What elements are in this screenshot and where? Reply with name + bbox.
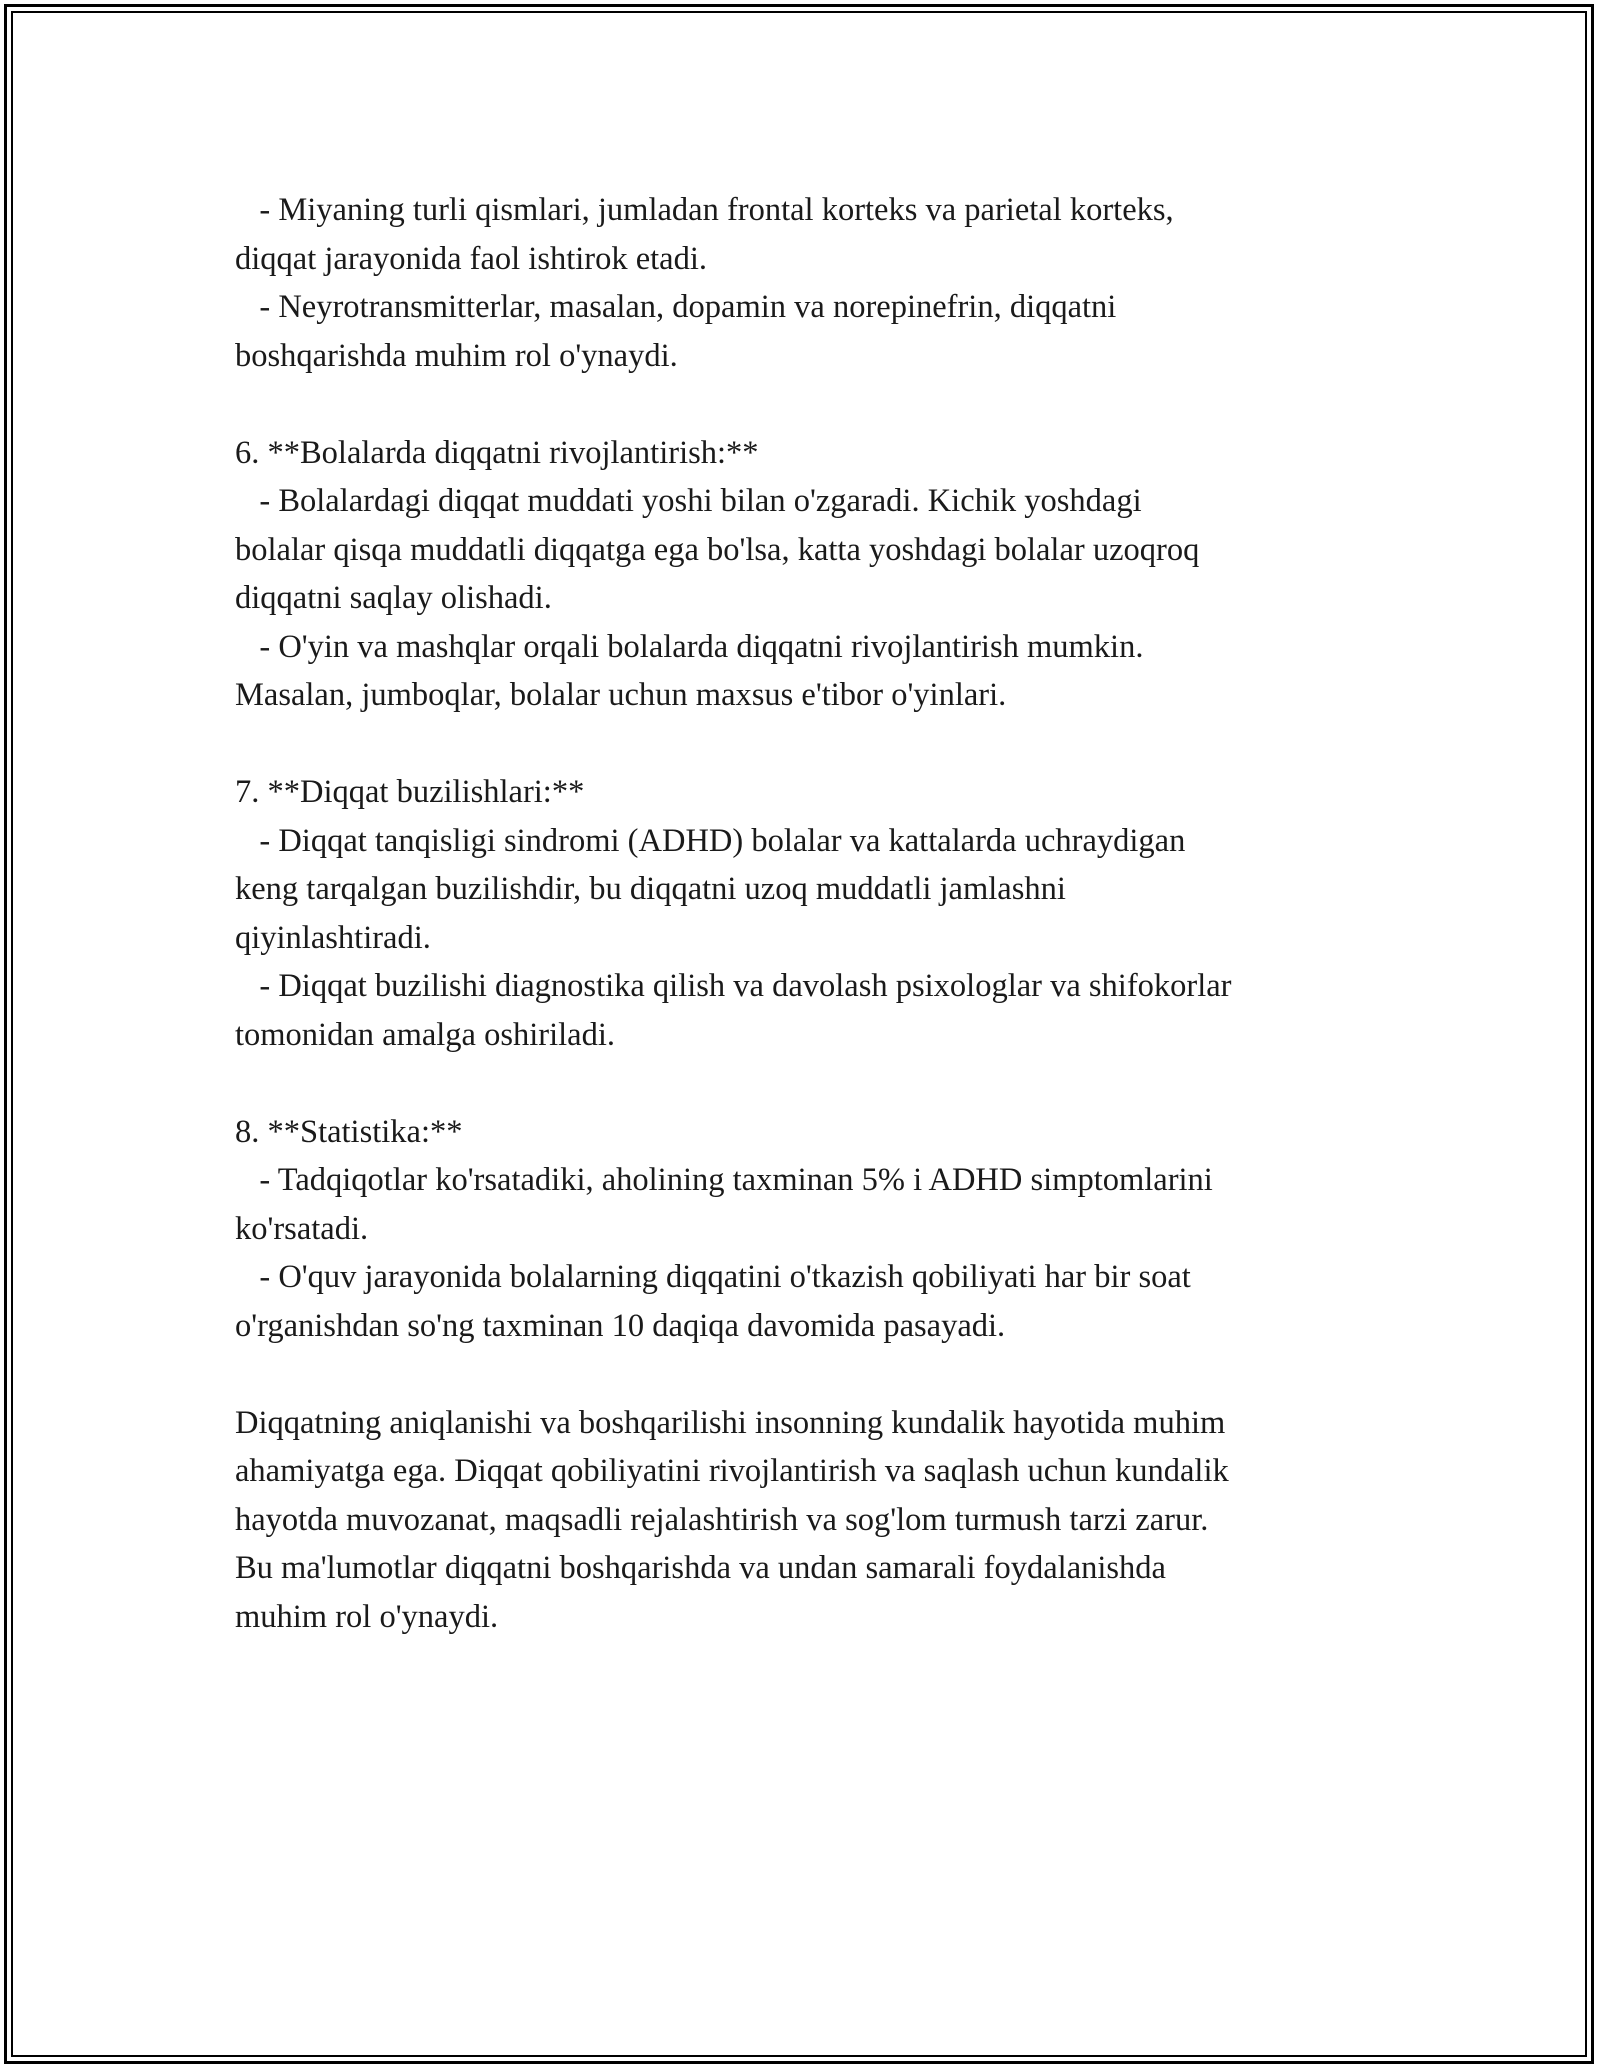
text-line: - O'yin va mashqlar orqali bolalarda diqqatni rivojlantirish mumkin. xyxy=(235,628,1144,665)
text-line: ko'rsatadi. xyxy=(235,1210,369,1247)
text-line: muhim rol o'ynaydi. xyxy=(235,1598,499,1635)
text-line: - Neyrotransmitterlar, masalan, dopamin va norepinefrin, diqqatni xyxy=(235,289,1117,325)
text-line: - Tadqiqotlar ko'rsatadiki, aholining taxminan 5% i ADHD simptomlarini xyxy=(235,1162,1213,1198)
conclusion-paragraph xyxy=(235,1399,1385,1642)
section-8-statistics xyxy=(235,1108,1385,1351)
text-line: Diqqatning aniqlanishi va boshqarilishi insonning kundalik hayotida muhim xyxy=(235,1404,1226,1441)
text-line: - Miyaning turli qismlari, jumladan frontal korteks va parietal korteks, xyxy=(235,192,1174,228)
section-heading: 8. **Statistika:** xyxy=(235,1113,463,1150)
text-line: Masalan, jumboqlar, bolalar uchun maxsus e'tibor o'yinlari. xyxy=(235,677,1007,713)
text-line: diqqat jarayonida faol ishtirok etadi. xyxy=(235,240,708,277)
text-line: keng tarqalgan buzilishdir, bu diqqatni uzoq muddatli jamlashni xyxy=(235,871,1066,907)
section-heading: 7. **Diqqat buzilishlari:** xyxy=(235,774,585,810)
text-line: - O'quv jarayonida bolalarning diqqatini o'tkazish qobiliyati har bir soat xyxy=(235,1259,1191,1295)
section-7-attention-disorders xyxy=(235,768,1385,1059)
text-line: bolalar qisqa muddatli diqqatga ega bo'lsa, katta yoshdagi bolalar uzoqroq xyxy=(235,531,1200,568)
paragraph-brain-regions xyxy=(235,186,1385,380)
text-line: diqqatni saqlay olishadi. xyxy=(235,580,552,616)
blank-line xyxy=(235,1059,1385,1108)
text-line: boshqarishda muhim rol o'ynaydi. xyxy=(235,337,678,374)
text-line: o'rganishdan so'ng taxminan 10 daqiqa davomida pasayadi. xyxy=(235,1307,1006,1344)
section-heading: 6. **Bolalarda diqqatni rivojlantirish:** xyxy=(235,434,759,471)
blank-line xyxy=(235,720,1385,769)
text-line: Bu ma'lumotlar diqqatni boshqarishda va undan samarali foydalanishda xyxy=(235,1550,1166,1586)
document-body xyxy=(235,186,1385,1641)
text-line: - Diqqat tanqisligi sindromi (ADHD) bolalar va kattalarda uchraydigan xyxy=(235,822,1186,859)
blank-line xyxy=(235,380,1385,429)
text-line: ahamiyatga ega. Diqqat qobiliyatini rivojlantirish va saqlash uchun kundalik xyxy=(235,1453,1229,1489)
section-6-children-attention xyxy=(235,429,1385,720)
text-line: - Bolalardagi diqqat muddati yoshi bilan o'zgaradi. Kichik yoshdagi xyxy=(235,483,1142,519)
text-line: tomonidan amalga oshiriladi. xyxy=(235,1016,615,1053)
text-line: hayotda muvozanat, maqsadli rejalashtirish va sog'lom turmush tarzi zarur. xyxy=(235,1501,1209,1538)
text-line: - Diqqat buzilishi diagnostika qilish va davolash psixologlar va shifokorlar xyxy=(235,968,1232,1004)
blank-line xyxy=(235,1350,1385,1399)
text-line: qiyinlashtiradi. xyxy=(235,919,431,956)
